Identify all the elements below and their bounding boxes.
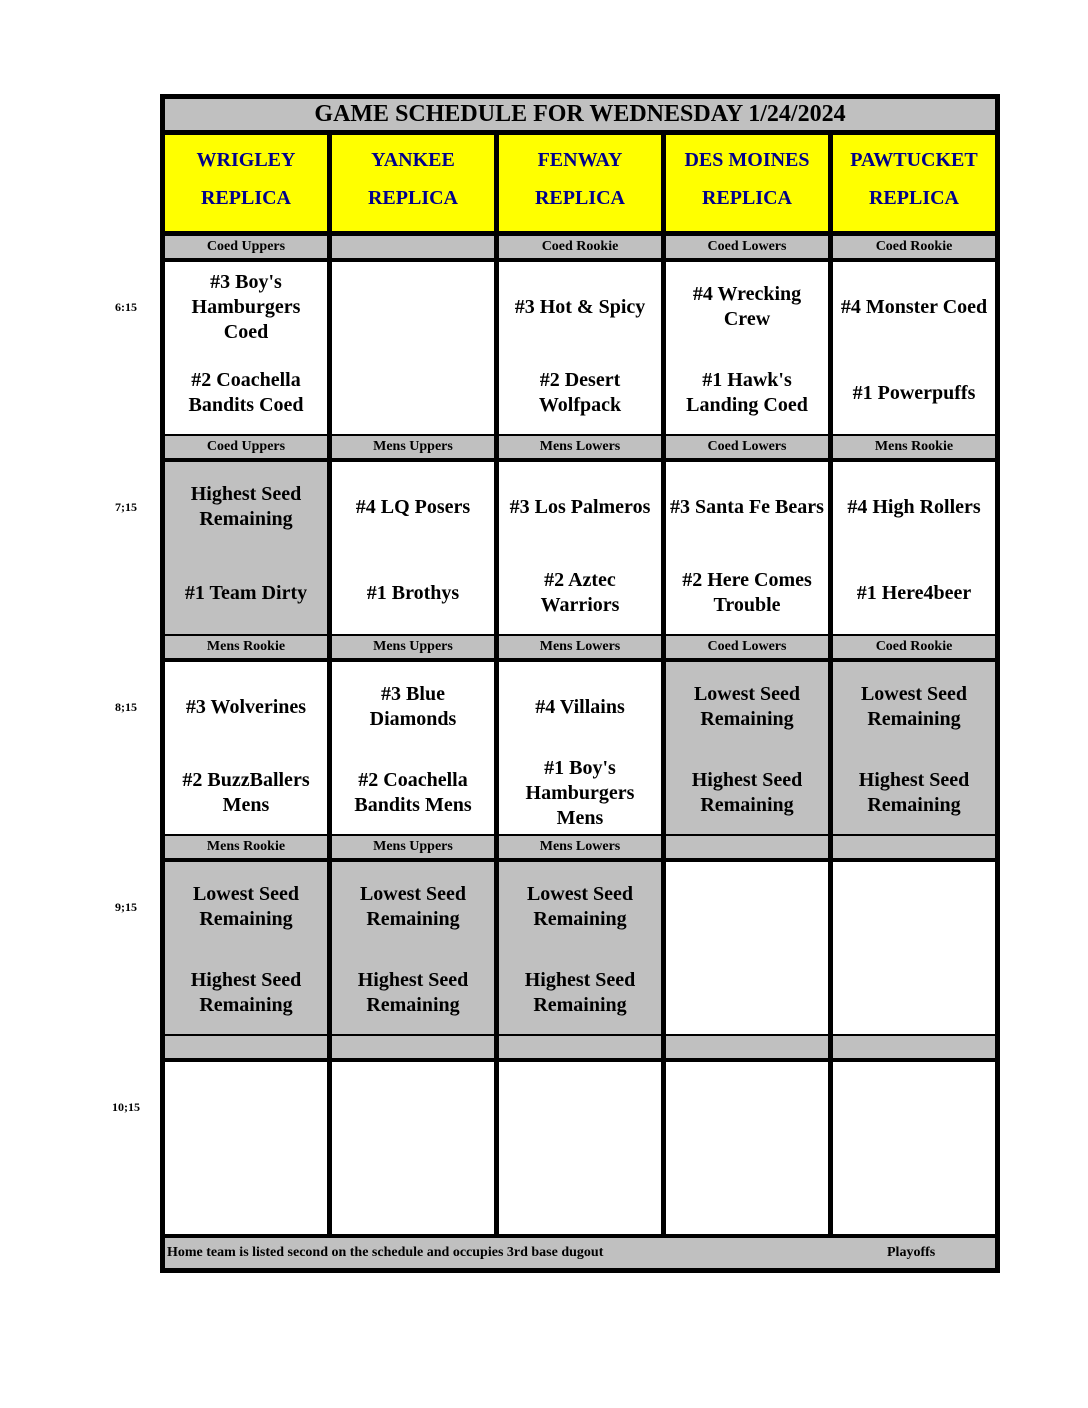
venue-subtitle: REPLICA xyxy=(367,187,458,209)
venue-header xyxy=(165,135,327,231)
game-cell xyxy=(165,462,327,634)
home-team: #2 Aztec Warriors xyxy=(540,569,620,616)
game-cell xyxy=(165,862,327,1034)
home-team xyxy=(666,952,828,1034)
home-team xyxy=(165,1152,327,1234)
home-team: #2 Coachella Bandits Coed xyxy=(188,369,304,416)
home-team: #1 Powerpuffs xyxy=(852,381,976,404)
game-cell xyxy=(666,462,828,634)
time-label: 7;15 xyxy=(115,500,137,514)
game-cell xyxy=(833,262,995,434)
away-team xyxy=(666,862,828,952)
division-label: Mens Lowers xyxy=(499,836,661,858)
home-team: #1 Here4beer xyxy=(856,581,972,604)
division-label xyxy=(332,1036,494,1058)
away-team: #4 High Rollers xyxy=(847,495,981,518)
footer-bar xyxy=(165,1238,995,1268)
away-team: Lowest Seed Remaining xyxy=(526,883,634,930)
division-label: Coed Lowers xyxy=(666,436,828,458)
game-cell xyxy=(666,862,828,1034)
home-team: #2 Desert Wolfpack xyxy=(538,369,622,416)
home-team: Highest Seed Remaining xyxy=(357,969,469,1016)
game-cell xyxy=(332,462,494,634)
home-team: #2 BuzzBallers Mens xyxy=(182,769,310,816)
home-team: #1 Boy's Hamburgers Mens xyxy=(525,756,635,829)
game-cell xyxy=(165,662,327,834)
venue-subtitle: REPLICA xyxy=(200,187,291,209)
away-team xyxy=(833,862,995,952)
home-team: #1 Team Dirty xyxy=(184,581,308,604)
time-label: 6:15 xyxy=(115,300,137,314)
division-label xyxy=(332,236,494,258)
home-team: #2 Coachella Bandits Mens xyxy=(354,769,472,816)
home-team: #1 Brothys xyxy=(366,581,460,604)
venue-subtitle: REPLICA xyxy=(534,187,625,209)
division-label: Coed Lowers xyxy=(666,236,828,258)
away-team xyxy=(666,1062,828,1152)
division-label: Coed Rookie xyxy=(833,636,995,658)
game-cell xyxy=(666,1062,828,1234)
away-team: #4 Monster Coed xyxy=(840,295,988,318)
venue-name: WRIGLEY xyxy=(196,149,296,171)
away-team: #3 Hot & Spicy xyxy=(514,295,646,318)
home-team xyxy=(666,1152,828,1234)
venue-subtitle: REPLICA xyxy=(701,187,792,209)
home-team xyxy=(499,1152,661,1234)
away-team: Lowest Seed Remaining xyxy=(860,683,968,730)
division-label: Coed Rookie xyxy=(499,236,661,258)
game-cell xyxy=(833,462,995,634)
away-team: #4 Wrecking Crew xyxy=(692,283,802,330)
away-team: Lowest Seed Remaining xyxy=(192,883,300,930)
division-label: Mens Lowers xyxy=(499,636,661,658)
away-team: Highest Seed Remaining xyxy=(190,483,302,530)
venue-header xyxy=(666,135,828,231)
division-label: Coed Uppers xyxy=(165,436,327,458)
home-team: Highest Seed Remaining xyxy=(858,769,970,816)
venue-subtitle: REPLICA xyxy=(868,187,959,209)
division-label: Coed Rookie xyxy=(833,236,995,258)
away-team: #4 Villains xyxy=(535,695,625,718)
schedule-title: GAME SCHEDULE FOR WEDNESDAY 1/24/2024 xyxy=(165,99,995,130)
home-team xyxy=(833,1152,995,1234)
division-label: Mens Rookie xyxy=(833,436,995,458)
away-team: Lowest Seed Remaining xyxy=(693,683,801,730)
game-cell xyxy=(499,1062,661,1234)
venue-name: YANKEE xyxy=(371,149,455,171)
home-team xyxy=(332,1152,494,1234)
away-team xyxy=(332,262,494,352)
game-cell xyxy=(499,462,661,634)
division-label xyxy=(499,1036,661,1058)
home-team: Highest Seed Remaining xyxy=(524,969,636,1016)
game-cell xyxy=(499,862,661,1034)
time-label: 9;15 xyxy=(115,900,137,914)
division-label: Mens Uppers xyxy=(332,436,494,458)
division-label xyxy=(666,1036,828,1058)
away-team xyxy=(332,1062,494,1152)
division-label xyxy=(833,1036,995,1058)
game-cell xyxy=(666,662,828,834)
time-label: 10;15 xyxy=(112,1100,140,1114)
division-label: Mens Lowers xyxy=(499,436,661,458)
home-team xyxy=(332,352,494,434)
game-cell xyxy=(332,1062,494,1234)
game-cell xyxy=(165,1062,327,1234)
venue-header xyxy=(833,135,995,231)
game-cell xyxy=(165,262,327,434)
game-cell xyxy=(833,862,995,1034)
home-team: #2 Here Comes Trouble xyxy=(682,569,812,616)
division-label: Coed Uppers xyxy=(165,236,327,258)
division-label xyxy=(666,836,828,858)
away-team xyxy=(833,1062,995,1152)
game-cell xyxy=(499,662,661,834)
division-label: Mens Rookie xyxy=(165,836,327,858)
division-label xyxy=(833,836,995,858)
division-label: Mens Uppers xyxy=(332,636,494,658)
away-team: #3 Boy's Hamburgers Coed xyxy=(191,270,301,343)
game-cell xyxy=(332,262,494,434)
away-team xyxy=(499,1062,661,1152)
venue-name: PAWTUCKET xyxy=(850,149,978,171)
away-team: #3 Santa Fe Bears xyxy=(670,495,824,518)
game-cell xyxy=(833,662,995,834)
division-label: Mens Rookie xyxy=(165,636,327,658)
footer-note: Home team is listed second on the schedule and occupies 3rd base dugout xyxy=(167,1245,604,1260)
away-team xyxy=(165,1062,327,1152)
game-cell xyxy=(833,1062,995,1234)
home-team xyxy=(833,952,995,1034)
venue-header xyxy=(332,135,494,231)
game-cell xyxy=(332,862,494,1034)
home-team: Highest Seed Remaining xyxy=(691,769,803,816)
away-team: #3 Wolverines xyxy=(185,695,307,718)
away-team: #3 Los Palmeros xyxy=(509,495,651,518)
game-cell xyxy=(666,262,828,434)
away-team: Lowest Seed Remaining xyxy=(359,883,467,930)
home-team: Highest Seed Remaining xyxy=(190,969,302,1016)
venue-name: DES MOINES xyxy=(684,149,810,171)
away-team: #3 Blue Diamonds xyxy=(369,683,457,730)
home-team: #1 Hawk's Landing Coed xyxy=(686,369,808,416)
time-label: 8;15 xyxy=(115,700,137,714)
venue-name: FENWAY xyxy=(537,149,623,171)
game-cell xyxy=(499,262,661,434)
footer-tag: Playoffs xyxy=(887,1245,936,1260)
venue-header xyxy=(499,135,661,231)
division-label: Coed Lowers xyxy=(666,636,828,658)
division-label: Mens Uppers xyxy=(332,836,494,858)
division-label xyxy=(165,1036,327,1058)
game-cell xyxy=(332,662,494,834)
away-team: #4 LQ Posers xyxy=(355,495,471,518)
